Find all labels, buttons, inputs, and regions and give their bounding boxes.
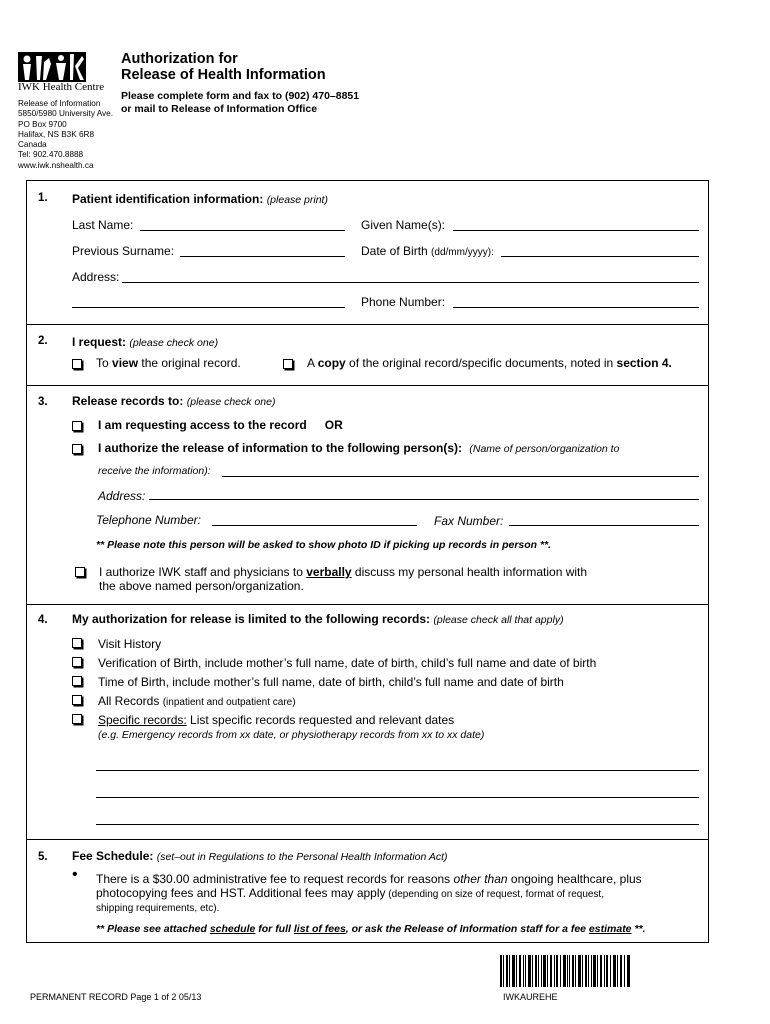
section-1-heading: Patient identification information: (please print) <box>72 192 328 206</box>
recipient-address-field[interactable] <box>149 499 699 500</box>
specific-records-label: Specific records: List specific records requested and relevant dates <box>98 713 455 727</box>
copy-record-checkbox[interactable] <box>283 359 293 369</box>
barcode-icon <box>500 955 630 987</box>
previous-surname-label: Previous Surname: <box>72 244 175 258</box>
section-divider <box>26 385 709 386</box>
recipient-fax-label: Fax Number: <box>434 514 504 528</box>
self-access-label: I am requesting access to the record OR <box>98 418 343 432</box>
section-4-heading: My authorization for release is limited to the following records: (please check all that apply) <box>72 612 564 626</box>
previous-surname-field[interactable] <box>180 256 345 257</box>
section-5-number: 5. <box>38 851 48 863</box>
phone-label: Phone Number: <box>361 295 446 309</box>
visit-history-label: Visit History <box>98 637 162 651</box>
section-divider <box>26 839 709 840</box>
all-records-label: All Records (inpatient and outpatient care) <box>98 694 296 708</box>
specific-records-field-3[interactable] <box>96 824 699 825</box>
section-4-number: 4. <box>38 614 48 626</box>
release-to-person-checkbox[interactable] <box>72 444 82 454</box>
photo-id-note: ** Please note this person will be asked to show photo ID if picking up records in person **. <box>96 539 552 551</box>
recipient-address-label: Address: <box>98 489 146 503</box>
section-3-number: 3. <box>38 396 48 408</box>
bullet-icon: • <box>72 866 78 883</box>
address-field-line-2[interactable] <box>72 307 345 308</box>
footer-form-code: IWKAUREHE <box>503 992 558 1002</box>
time-of-birth-label: Time of Birth, include mother’s full name, date of birth, child’s full name and date of birth <box>98 675 564 689</box>
form-instructions: Please complete form and fax to (902) 470–8851 or mail to Release of Information Office <box>121 90 360 115</box>
release-to-person-label: I authorize the release of information to the following person(s): (Name of person/organization to <box>98 441 620 455</box>
section-3-heading: Release records to: (please check one) <box>72 394 276 408</box>
office-address: Release of Information 5850/5980 University Ave. PO Box 9700 Halifax, NS B3K 6R8 Canada Tel: 902.470.8888 www.iwk.nshealth.ca <box>18 99 113 170</box>
last-name-field[interactable] <box>140 230 345 231</box>
given-names-field[interactable] <box>453 230 699 231</box>
given-names-label: Given Name(s): <box>361 218 446 232</box>
dob-field[interactable] <box>501 256 699 257</box>
recipient-telephone-label: Telephone Number: <box>96 513 201 527</box>
specific-records-field-1[interactable] <box>96 770 699 771</box>
view-record-checkbox[interactable] <box>72 359 82 369</box>
address-label: Address: <box>72 270 120 284</box>
section-5-heading: Fee Schedule: (set–out in Regulations to the Personal Health Information Act) <box>72 849 448 863</box>
recipient-fax-field[interactable] <box>509 525 699 526</box>
form-title: Authorization for Release of Health Information <box>121 51 326 83</box>
section-divider <box>26 324 709 325</box>
verification-of-birth-label: Verification of Birth, include mother’s full name, date of birth, child’s full name and date of birth <box>98 656 597 670</box>
logo-text: IWK Health Centre <box>18 81 105 93</box>
address-field[interactable] <box>122 282 699 283</box>
verbal-discussion-label: I authorize IWK staff and physicians to verbally discuss my personal health information with the above named person/organization. <box>99 565 588 593</box>
fee-description: There is a $30.00 administrative fee to request records for reasons other than ongoing healthcare, plus photocopying fees and HST. Additional fees may apply (depending on size of request, format of request, shipping requirements, etc). <box>96 872 642 914</box>
visit-history-checkbox[interactable] <box>72 638 82 648</box>
time-of-birth-checkbox[interactable] <box>72 676 82 686</box>
copy-record-label: A copy of the original record/specific documents, noted in section 4. <box>307 356 672 370</box>
self-access-checkbox[interactable] <box>72 421 82 431</box>
recipient-name-field[interactable] <box>222 476 699 477</box>
section-2-number: 2. <box>38 335 48 347</box>
specific-records-hint: (e.g. Emergency records from xx date, or physiotherapy records from xx to xx date) <box>98 729 485 741</box>
release-to-person-hint: receive the information): <box>98 465 211 477</box>
footer-left: PERMANENT RECORD Page 1 of 2 05/13 <box>30 992 202 1002</box>
specific-records-checkbox[interactable] <box>72 714 82 724</box>
phone-field[interactable] <box>453 307 699 308</box>
all-records-checkbox[interactable] <box>72 695 82 705</box>
specific-records-field-2[interactable] <box>96 797 699 798</box>
last-name-label: Last Name: <box>72 218 134 232</box>
verbal-discussion-checkbox[interactable] <box>75 567 85 577</box>
section-1-number: 1. <box>38 192 48 204</box>
section-2-heading: I request: (please check one) <box>72 335 219 349</box>
fee-schedule-note: ** Please see attached schedule for full list of fees, or ask the Release of Information staff for a fee estimate **. <box>96 923 646 935</box>
section-divider <box>26 604 709 605</box>
verification-of-birth-checkbox[interactable] <box>72 657 82 667</box>
recipient-telephone-field[interactable] <box>212 525 417 526</box>
view-record-label: To view the original record. <box>96 356 241 370</box>
dob-label: Date of Birth (dd/mm/yyyy): <box>361 244 494 258</box>
